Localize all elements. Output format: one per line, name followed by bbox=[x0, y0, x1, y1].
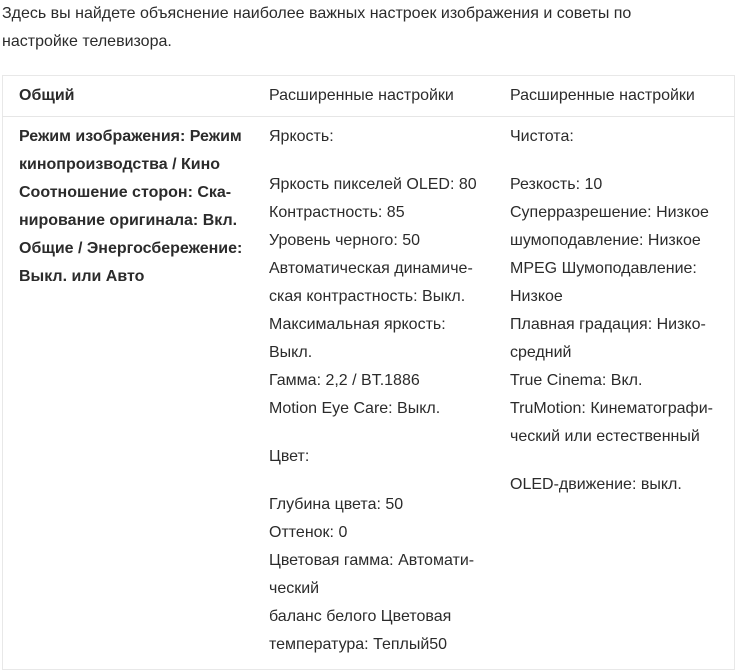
setting-line: ческий или естественный bbox=[510, 428, 700, 445]
intro-text bbox=[2, 0, 722, 56]
setting-line: Автоматическая динамиче- bbox=[269, 260, 473, 277]
setting-line: TruMotion: Кинематографи- bbox=[510, 400, 713, 417]
settings-table bbox=[2, 75, 735, 670]
setting-line: Резкость: 10 bbox=[510, 176, 603, 193]
setting-line: Глубина цвета: 50 bbox=[269, 496, 404, 513]
brightness-heading: Яркость: bbox=[269, 128, 334, 145]
setting-line: температура: Теплый50 bbox=[269, 636, 448, 653]
general-line: Режим изображения: Режим bbox=[19, 128, 242, 145]
oled-motion-line: OLED-движение: выкл. bbox=[510, 476, 682, 493]
setting-line: Плавная градация: Низко- bbox=[510, 316, 706, 333]
table-header-row bbox=[3, 76, 735, 117]
setting-line: Суперразрешение: Низкое bbox=[510, 204, 709, 221]
setting-line: Яркость пикселей OLED: 80 bbox=[269, 176, 477, 193]
general-line: Выкл. или Авто bbox=[19, 268, 145, 285]
table-row bbox=[3, 117, 735, 670]
setting-line: Выкл. bbox=[269, 344, 313, 361]
general-line: Соотношение сторон: Ска- bbox=[19, 184, 232, 201]
general-cell bbox=[3, 117, 270, 670]
setting-line: Максимальная яркость: bbox=[269, 316, 446, 333]
setting-line: ческий bbox=[269, 580, 320, 597]
header-advanced-2: Расширенные настройки bbox=[510, 87, 695, 104]
setting-line: Контрастность: 85 bbox=[269, 204, 405, 221]
general-line: Общие / Энергосбережение: bbox=[19, 240, 243, 257]
general-line: нирование оригинала: Вкл. bbox=[19, 212, 238, 229]
setting-line: средний bbox=[510, 344, 572, 361]
clarity-settings-cell bbox=[510, 117, 735, 670]
setting-line: True Cinema: Вкл. bbox=[510, 372, 643, 389]
color-heading: Цвет: bbox=[269, 448, 310, 465]
setting-line: Низкое bbox=[510, 288, 563, 305]
setting-line: MPEG Шумоподавление: bbox=[510, 260, 697, 277]
picture-settings-cell bbox=[269, 117, 510, 670]
header-general: Общий bbox=[19, 87, 75, 104]
setting-line: баланс белого Цветовая bbox=[269, 608, 452, 625]
setting-line: Гамма: 2,2 / BT.1886 bbox=[269, 372, 420, 389]
intro-line-1: Здесь вы найдете объяснение наиболее важных настроек изображения и советы по bbox=[2, 5, 632, 22]
header-advanced-1: Расширенные настройки bbox=[269, 87, 454, 104]
setting-line: Motion Eye Care: Выкл. bbox=[269, 400, 441, 417]
setting-line: Цветовая гамма: Автомати- bbox=[269, 552, 475, 569]
intro-line-2: настройке телевизора. bbox=[2, 33, 172, 50]
setting-line: ская контрастность: Выкл. bbox=[269, 288, 466, 305]
setting-line: шумоподавление: Низкое bbox=[510, 232, 701, 249]
setting-line: Оттенок: 0 bbox=[269, 524, 348, 541]
general-line: кинопроизводства / Кино bbox=[19, 156, 221, 173]
clarity-heading: Чистота: bbox=[510, 128, 574, 145]
setting-line: Уровень черного: 50 bbox=[269, 232, 421, 249]
